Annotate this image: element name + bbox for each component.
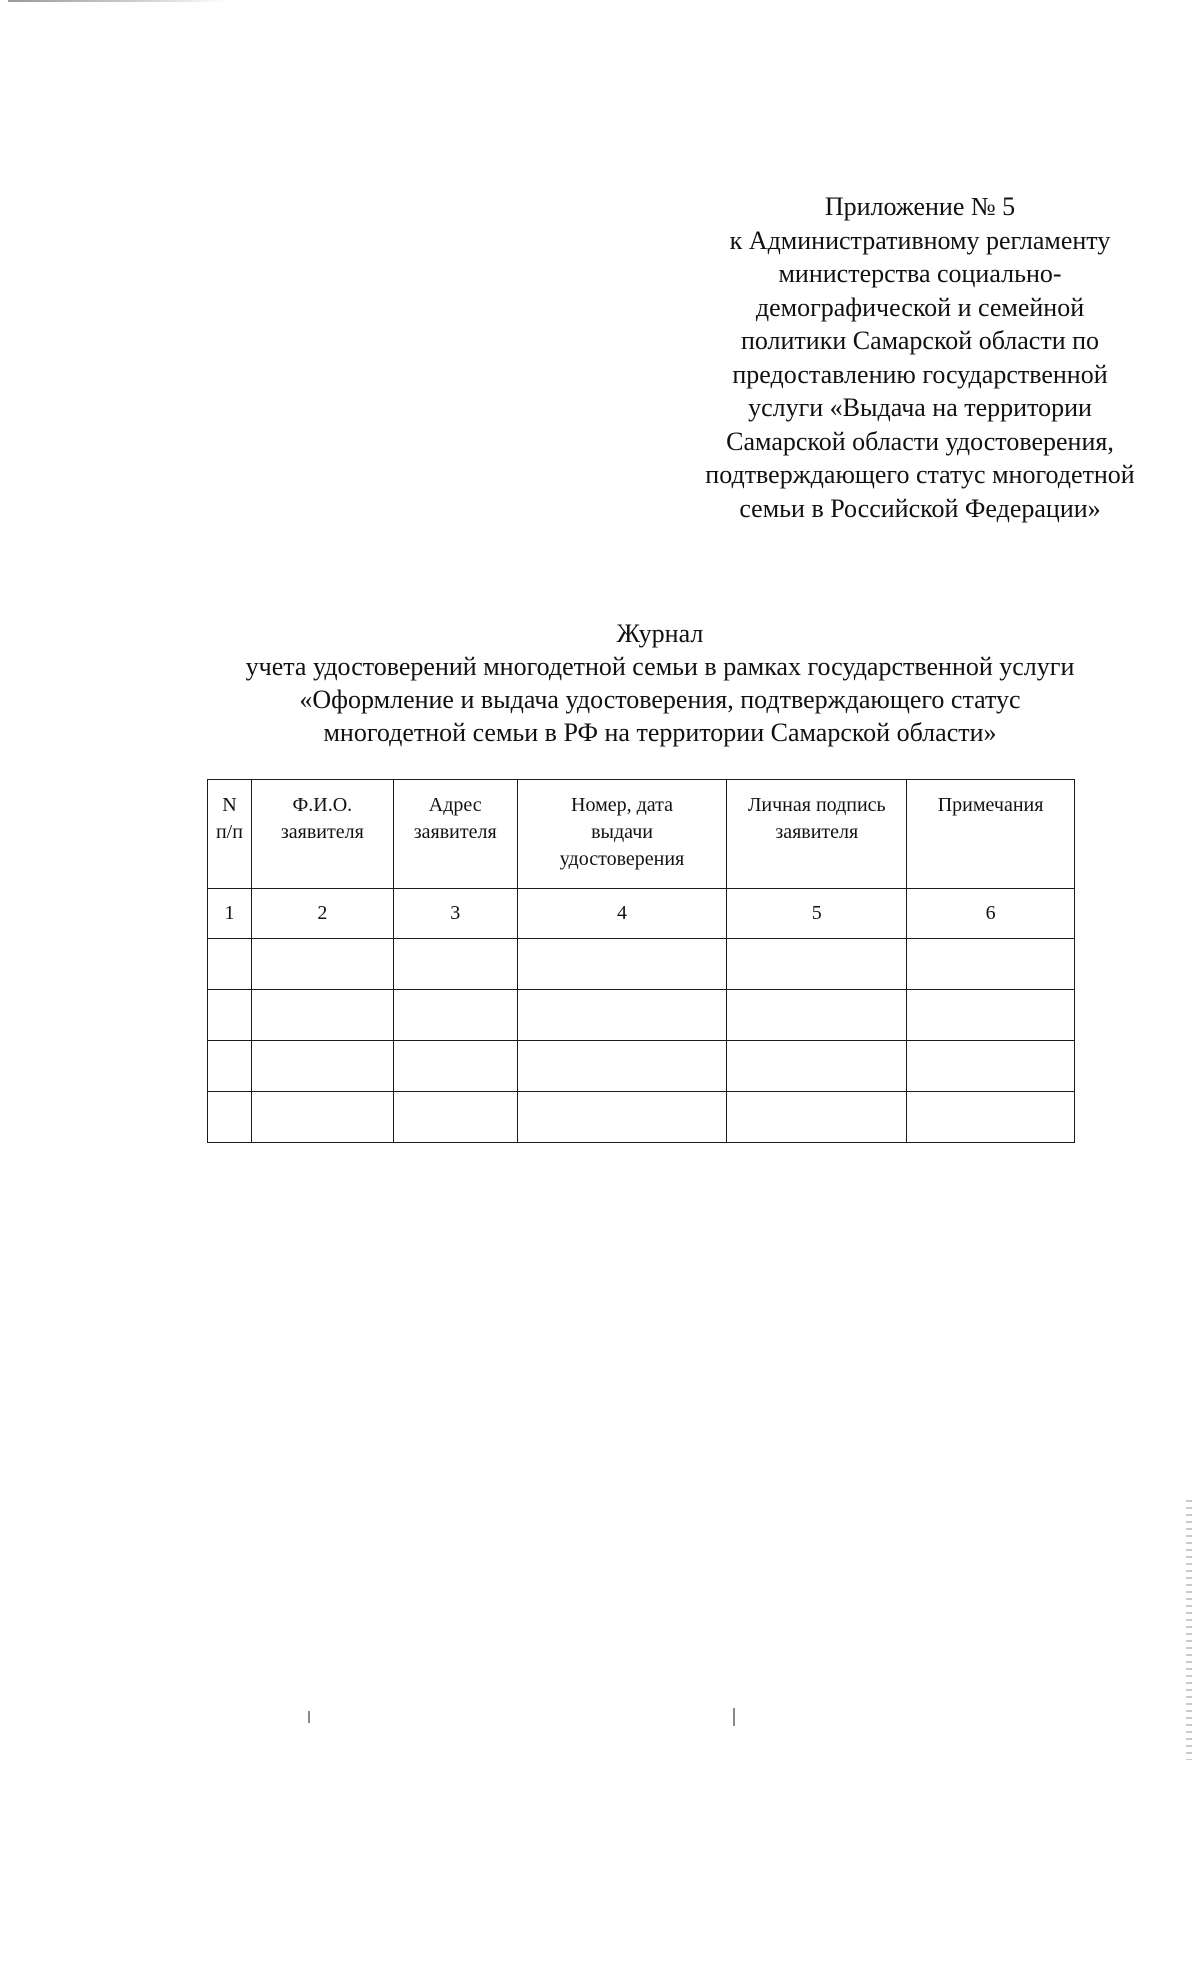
appendix-line: к Административному регламенту: [729, 225, 1111, 255]
empty-cell: [393, 990, 517, 1041]
empty-cell: [251, 1041, 393, 1092]
header-text: Номер, дата выдачи удостоверения: [559, 794, 685, 870]
empty-cell: [517, 1092, 727, 1143]
table-row: [208, 1092, 1075, 1143]
column-number-cell: 3: [393, 889, 517, 939]
table-header-row: [208, 780, 1075, 889]
table-row: [208, 990, 1075, 1041]
empty-cell: [727, 990, 907, 1041]
appendix-line: демографической и семейной: [755, 292, 1085, 322]
header-cell-address: [393, 780, 517, 889]
appendix-line: предоставлению государственной: [732, 359, 1108, 389]
header-text: Адрес заявителя: [413, 794, 497, 843]
empty-cell: [208, 1041, 252, 1092]
header-text: N п/п: [215, 794, 243, 843]
header-cell-certificate: [517, 780, 727, 889]
column-number-row: [208, 889, 1075, 939]
table-row: [208, 1041, 1075, 1092]
header-cell-name: [251, 780, 393, 889]
appendix-header: [660, 190, 1180, 525]
empty-cell: [517, 990, 727, 1041]
header-cell-signature: [727, 780, 907, 889]
scan-edge-marks: [1186, 1500, 1192, 1760]
appendix-line: подтверждающего статус многодетной: [705, 460, 1135, 489]
empty-cell: [208, 990, 252, 1041]
empty-cell: [208, 939, 252, 990]
header-cell-number: [208, 780, 252, 889]
journal-subtitle-line: многодетной семьи в РФ на территории Самарской области»: [323, 718, 997, 747]
column-number-cell: 5: [727, 889, 907, 939]
scan-speck: [308, 1711, 310, 1723]
empty-cell: [517, 939, 727, 990]
empty-cell: [393, 939, 517, 990]
empty-cell: [393, 1041, 517, 1092]
header-text: Личная подпись заявителя: [747, 794, 886, 843]
appendix-line: политики Самарской области по: [740, 326, 1100, 355]
empty-cell: [907, 990, 1075, 1041]
appendix-line: услуги «Выдача на территории: [748, 393, 1092, 422]
appendix-line: Самарской области удостоверения,: [726, 426, 1114, 456]
appendix-line: Приложение № 5: [824, 192, 1016, 221]
empty-cell: [727, 1041, 907, 1092]
empty-cell: [907, 1092, 1075, 1143]
column-number-cell: 4: [517, 889, 727, 939]
scan-speck: [733, 1708, 735, 1726]
empty-cell: [907, 939, 1075, 990]
empty-cell: [251, 939, 393, 990]
column-number-cell: 1: [208, 889, 252, 939]
empty-cell: [727, 1092, 907, 1143]
appendix-line: министерства социально-: [778, 259, 1062, 288]
empty-cell: [251, 1092, 393, 1143]
journal-heading: [200, 617, 1120, 749]
register-table: [207, 779, 1075, 1143]
header-cell-notes: [907, 780, 1075, 889]
header-text: Ф.И.О. заявителя: [280, 794, 364, 843]
empty-cell: [251, 990, 393, 1041]
empty-cell: [907, 1041, 1075, 1092]
journal-subtitle-line: учета удостоверений многодетной семьи в рамках государственной услуги: [245, 652, 1075, 681]
journal-title: Журнал: [616, 619, 704, 648]
column-number-cell: 6: [907, 889, 1075, 939]
appendix-line: семьи в Российской Федерации»: [739, 493, 1101, 523]
empty-cell: [393, 1092, 517, 1143]
empty-cell: [727, 939, 907, 990]
empty-cell: [208, 1092, 252, 1143]
empty-cell: [517, 1041, 727, 1092]
table-row: [208, 939, 1075, 990]
column-number-cell: 2: [251, 889, 393, 939]
scan-edge-line: [8, 0, 228, 2]
journal-subtitle-line: «Оформление и выдача удостоверения, подтверждающего статус: [299, 685, 1021, 714]
header-text: Примечания: [937, 794, 1044, 816]
